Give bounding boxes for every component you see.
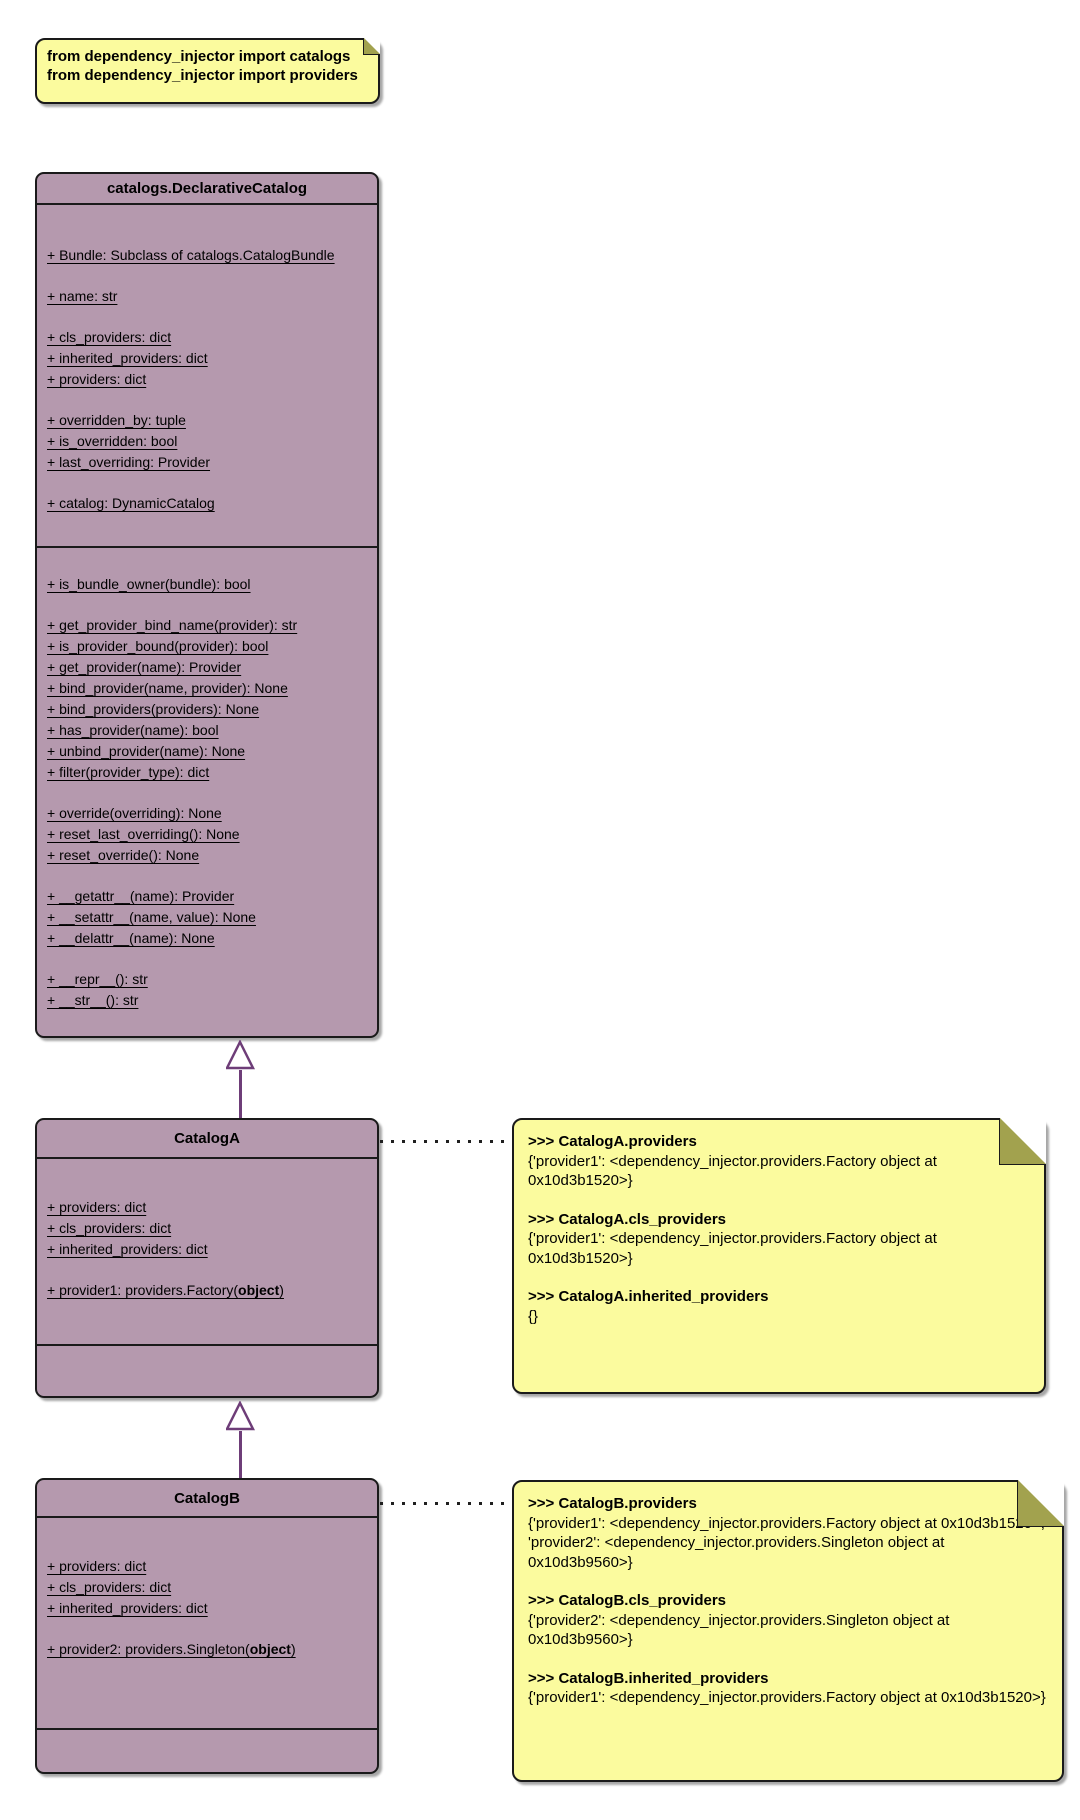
class-member: + cls_providers: dict — [47, 1579, 172, 1595]
class-member: + Bundle: Subclass of catalogs.CatalogBundle — [47, 247, 335, 263]
class-member: + providers: dict — [47, 371, 147, 387]
class-member: + provider1: providers.Factory(object) — [47, 1282, 284, 1298]
note-connector — [380, 1140, 511, 1143]
import-statement: from dependency_injector import providers — [47, 67, 358, 84]
repl-output: {'provider1': <dependency_injector.providers.Factory object at 0x10d3b1520>} — [528, 1689, 1046, 1706]
class-member: + is_overridden: bool — [47, 433, 178, 449]
class-member: + get_provider(name): Provider — [47, 659, 242, 675]
class-declarative-catalog — [35, 172, 379, 1038]
class-catalog-a — [35, 1118, 379, 1398]
repl-output: {'provider2': <dependency_injector.providers.Singleton object at 0x10d3b9560>} — [528, 1611, 950, 1648]
class-member: + __getattr__(name): Provider — [47, 888, 235, 904]
class-member: + __str__(): str — [47, 992, 139, 1008]
note-section — [528, 1287, 1030, 1326]
class-member: + bind_provider(name, provider): None — [47, 680, 288, 696]
note-content — [528, 1132, 1030, 1326]
note-fold-icon — [364, 38, 380, 54]
member-group — [47, 493, 367, 514]
note-section — [528, 1132, 1030, 1191]
class-member: + reset_last_overriding(): None — [47, 826, 240, 842]
class-member: + override(overriding): None — [47, 805, 222, 821]
class-member: + overridden_by: tuple — [47, 412, 186, 428]
class-member: + providers: dict — [47, 1558, 147, 1574]
class-title: catalogs.DeclarativeCatalog — [37, 174, 377, 205]
note-fold-icon — [1018, 1480, 1064, 1526]
attributes-compartment — [37, 205, 377, 548]
inheritance-line — [239, 1070, 242, 1118]
inheritance-line — [239, 1431, 242, 1478]
class-member: + bind_providers(providers): None — [47, 701, 260, 717]
repl-command: >>> CatalogA.inherited_providers — [528, 1288, 769, 1305]
class-catalog-b — [35, 1478, 379, 1774]
member-group — [47, 245, 367, 266]
member-group — [47, 615, 367, 783]
repl-command: >>> CatalogA.providers — [528, 1133, 697, 1150]
repl-command: >>> CatalogB.cls_providers — [528, 1592, 727, 1609]
inheritance-triangle-icon — [226, 1401, 255, 1431]
import-note-lines — [47, 47, 368, 85]
repl-command: >>> CatalogB.inherited_providers — [528, 1669, 769, 1687]
member-group — [47, 574, 367, 595]
methods-compartment — [37, 1346, 377, 1396]
class-member: + filter(provider_type): dict — [47, 764, 210, 780]
repl-output: {} — [528, 1307, 539, 1325]
class-member: + is_provider_bound(provider): bool — [47, 638, 269, 654]
member-group — [47, 327, 367, 390]
class-member: + name: str — [47, 288, 118, 304]
methods-compartment — [37, 1730, 377, 1772]
member-group — [47, 969, 367, 1011]
class-member: + inherited_providers: dict — [47, 1241, 208, 1257]
import-statement: from dependency_injector import catalogs — [47, 48, 351, 65]
inheritance-triangle-icon — [226, 1040, 255, 1070]
class-member: + last_overriding: Provider — [47, 454, 211, 470]
attributes-compartment — [37, 1159, 377, 1346]
note-section — [528, 1669, 1048, 1708]
member-group — [47, 1639, 367, 1660]
member-group — [47, 886, 367, 949]
member-group — [47, 1197, 367, 1260]
repl-command: >>> CatalogA.cls_providers — [528, 1210, 727, 1228]
note-section — [528, 1210, 1030, 1269]
class-member: + __setattr__(name, value): None — [47, 909, 256, 925]
class-member: + catalog: DynamicCatalog — [47, 495, 215, 511]
class-member: + has_provider(name): bool — [47, 722, 219, 738]
member-group — [47, 410, 367, 473]
attributes-compartment — [37, 1518, 377, 1730]
repl-output: {'provider1': <dependency_injector.providers.Factory object at 0x10d3b1520>} — [528, 1152, 937, 1189]
member-group — [47, 1556, 367, 1619]
class-member: + is_bundle_owner(bundle): bool — [47, 576, 251, 592]
note-content — [528, 1494, 1048, 1708]
note-fold-icon — [1000, 1118, 1046, 1164]
repl-output: {'provider1': <dependency_injector.providers.Factory object at 0x10d3b1520>} — [528, 1230, 937, 1267]
class-member: + cls_providers: dict — [47, 329, 172, 345]
methods-compartment — [37, 548, 377, 1036]
note-section — [528, 1591, 1048, 1650]
note-catalog-b-output — [512, 1480, 1064, 1782]
class-title: CatalogA — [37, 1120, 377, 1159]
import-note — [35, 38, 380, 104]
class-title: CatalogB — [37, 1480, 377, 1518]
class-member: + cls_providers: dict — [47, 1220, 172, 1236]
class-member: + provider2: providers.Singleton(object) — [47, 1641, 296, 1657]
class-member: + inherited_providers: dict — [47, 350, 208, 366]
class-member: + inherited_providers: dict — [47, 1600, 208, 1616]
member-group — [47, 286, 367, 307]
class-member: + __repr__(): str — [47, 971, 148, 987]
class-member: + unbind_provider(name): None — [47, 743, 246, 759]
class-member: + providers: dict — [47, 1199, 147, 1215]
member-group — [47, 1280, 367, 1301]
class-member: + get_provider_bind_name(provider): str — [47, 617, 298, 633]
class-member: + __delattr__(name): None — [47, 930, 215, 946]
repl-output: {'provider1': <dependency_injector.providers.Factory object at 0x10d3b1520>, 'provider2': <dependency_injector.providers.Singleton object at 0x10d3b9560>} — [528, 1514, 1045, 1571]
note-catalog-a-output — [512, 1118, 1046, 1394]
note-connector — [380, 1502, 511, 1505]
class-member: + reset_override(): None — [47, 847, 200, 863]
member-group — [47, 803, 367, 866]
note-section — [528, 1494, 1048, 1572]
repl-command: >>> CatalogB.providers — [528, 1495, 697, 1512]
